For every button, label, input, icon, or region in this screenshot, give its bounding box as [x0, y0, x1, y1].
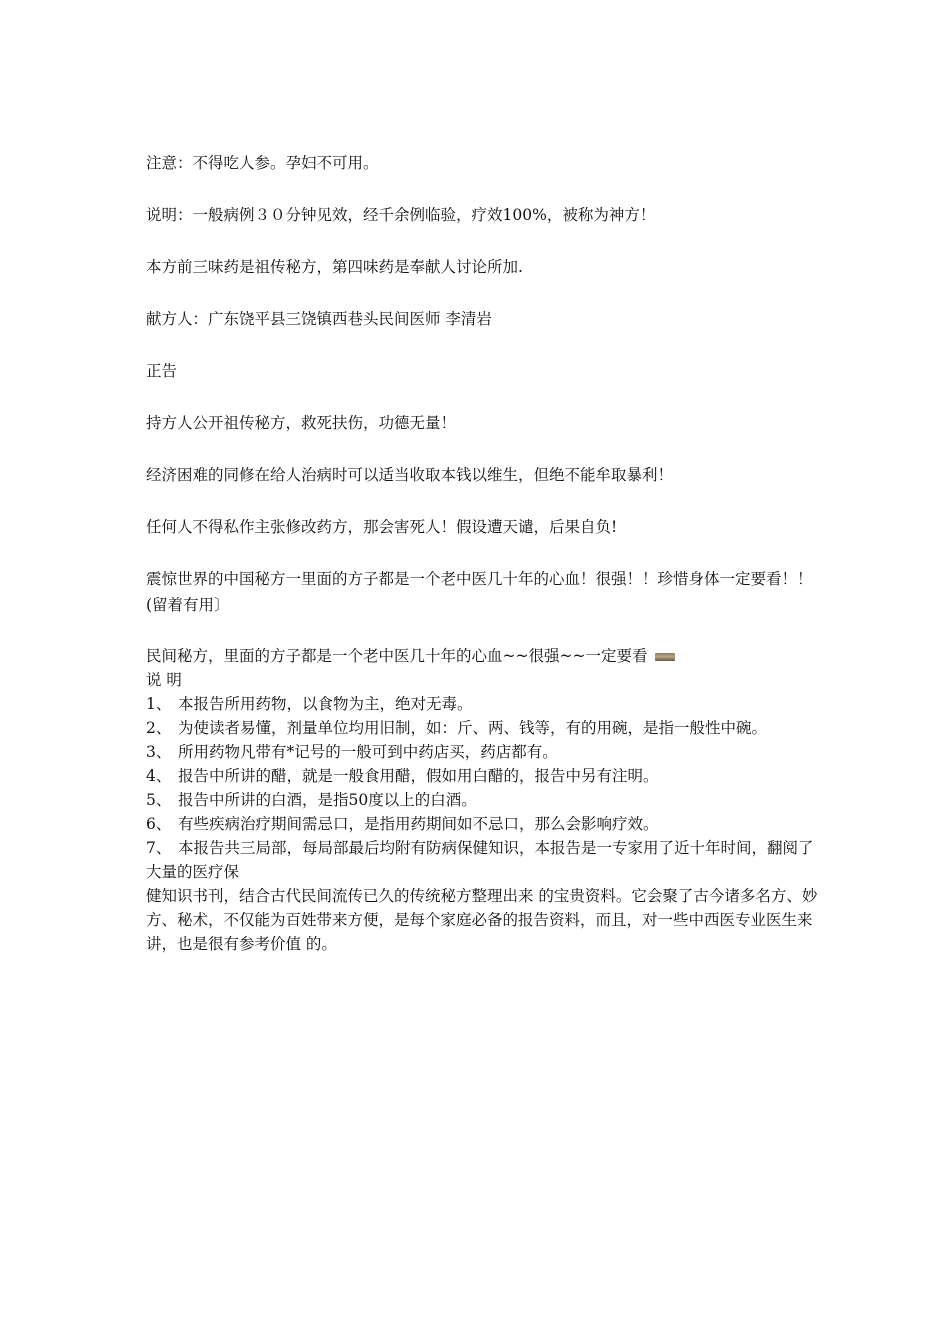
- notice-paragraph: 注意：不得吃人参。孕妇不可用。: [146, 154, 379, 172]
- item-text: 为使读者易懂，剂量单位均用旧制，如：斤、两、钱等，有的用碗，是指一般性中碗。: [178, 719, 768, 737]
- item-number: 4、: [146, 767, 172, 785]
- intro-text: 民间秘方，里面的方子都是一个老中医几十年的心血~~很强~~一定要看: [146, 647, 648, 665]
- merit-paragraph: 持方人公开祖传秘方，救死扶伤，功德无量！: [146, 414, 457, 432]
- item-text: 报告中所讲的醋，就是一般食用醋，假如用白醋的，报告中另有注明。: [178, 767, 659, 785]
- warning-heading: 正告: [146, 362, 178, 380]
- explanation-paragraph: 说明：一般病例３０分钟见效，经千余例临验，疗效100%，被称为神方！: [146, 206, 656, 224]
- closing-paragraph: 健知识书刊，结合古代民间流传已久的传统秘方整理出来 的宝贵资料。它会聚了古今诸多名方、妙方、秘术，不仅能为百姓带来方便，是每个家庭必备的报告资料，而且，对一些中西医专业医生来讲，也是很有参考价值 的。: [146, 887, 818, 953]
- headline-paragraph: 震惊世界的中国秘方一里面的方子都是一个老中医几十年的心血！很强！！珍惜身体一定要看！！(留着有用〕: [146, 570, 813, 614]
- cost-paragraph: 经济困难的同修在给人治病时可以适当收取本钱以维生，但绝不能牟取暴利！: [146, 466, 674, 484]
- origin-paragraph: 本方前三味药是祖传秘方，第四味药是奉献人讨论所加.: [146, 258, 523, 276]
- list-item: [146, 764, 826, 788]
- item-text: 本报告所用药物，以食物为主，绝对无毒。: [178, 695, 473, 713]
- emoticon-icon: [655, 653, 675, 661]
- item-number: 3、: [146, 743, 172, 761]
- instructions-block: [146, 644, 826, 956]
- item-text: 报告中所讲的白酒，是指50度以上的白酒。: [178, 791, 477, 809]
- item-text: 本报告共三局部，每局部最后均附有防病保健知识，本报告是一专家用了近十年时间，翻阅了大量的医疗保: [146, 839, 814, 881]
- list-item: [146, 836, 826, 884]
- list-item: [146, 812, 826, 836]
- contributor-paragraph: 献方人：广东饶平县三饶镇西巷头民间医师 李清岩: [146, 310, 492, 328]
- list-item: [146, 740, 826, 764]
- item-number: 5、: [146, 791, 172, 809]
- item-number: 1、: [146, 695, 172, 713]
- item-number: 2、: [146, 719, 172, 737]
- section-title: 说 明: [146, 671, 182, 689]
- item-text: 有些疾病治疗期间需忌口，是指用药期间如不忌口，那么会影响疗效。: [178, 815, 659, 833]
- item-number: 6、: [146, 815, 172, 833]
- item-number: 7、: [146, 839, 172, 857]
- list-item: [146, 716, 826, 740]
- item-text: 所用药物凡带有*记号的一般可到中药店买，药店都有。: [178, 743, 558, 761]
- no-modify-paragraph: 任何人不得私作主张修改药方，那会害死人！假设遭天谴，后果自负!: [146, 518, 618, 536]
- list-item: [146, 692, 826, 716]
- document-page: [146, 150, 826, 956]
- list-item: [146, 788, 826, 812]
- intro-line: [146, 644, 826, 668]
